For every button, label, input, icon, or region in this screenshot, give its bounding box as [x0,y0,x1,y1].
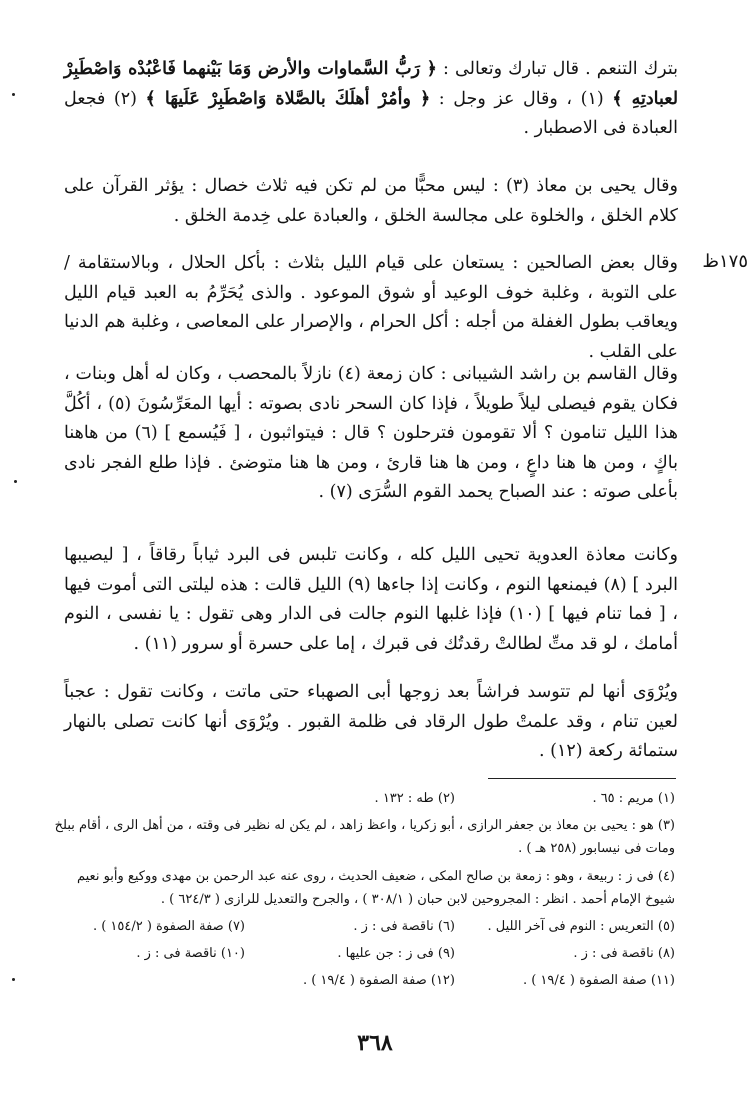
footnote-3b: ومات فى نيسابور (٢٥٨ هـ ) . [518,841,675,856]
page-number: ٣٦٨ [357,1030,393,1056]
footnote-12: (١٢) صفة الصفوة ( ١٩/٤ ) . [302,973,455,988]
footnote-7: (٧) صفة الصفوة ( ١٥٤/٢ ) . [92,919,245,934]
paragraph-4: وقال القاسم بن راشد الشيبانى : كان زمعة (٤) نازلاً بالمحصب ، وكان له أهل وبنات ، فكان يقوم فيصلى ليلاً طويلاً ، فإذا كان السحر نادى بصوته : أيها المعَرِّسُونَ (٥) ، أكُلَّ هذا الليل تنامون ؟ ألا تقومون فترحلون ؟ قال : فيتواثبون ، [ فَيُسمع ] (٦) من هاهنا باكٍ ، ومن ها هنا داعٍ ، ومن ها هنا قارئ ، ومن ها هنا متوضئ . فإذا طلع الفجر نادى بأعلى صوته : عند الصباح يحمد القوم السُّرَى (٧) . [64,364,678,503]
p1-text-b: (١) ، وقال عز وجل : [430,88,613,109]
footnote-separator [488,778,676,779]
p1-text-c: (٢) فجعل العبادة فى الاصطبار . [64,88,678,139]
scan-speck [12,978,15,981]
footnote-5: (٥) التعريس : النوم فى آخر الليل . [487,919,675,934]
footnote-4b: شيوخ الإمام أحمد . انظر : المجروحين لابن حبان ( ٣٠٨/١ ) ، والجرح والتعديل للرازى ( ٦٢٤/٣ ) . [160,892,675,907]
paragraph-2: وقال يحيى بن معاذ (٣) : ليس محبًّا من لم تكن فيه ثلاث خصال : يؤثر القرآن على كلام الخلق ، والخلوة على مجالسة الخلق ، والعبادة على خِدمة الخلق . [64,176,678,226]
footnote-4a: (٤) فى ز : ربيعة ، وهو : زمعة بن صالح المكى ، ضعيف الحديث ، روى عنه عبد الرحمن بن مهدى ووكيع وأبو نعيم [76,869,675,884]
footnote-9: (٩) فى ز : جن عليها . [337,946,455,961]
footnote-10: (١٠) ناقصة فى : ز . [136,946,245,961]
quran-verse-2: ﴿ وأمُرْ أهلَكَ بالصَّلاة وَاصْطَبِرْ عَلَيهَا ﴾ [145,88,431,109]
paragraph-1 [64,55,678,144]
scan-speck [12,93,15,96]
margin-folio-note: ١٧٥ظ [702,251,748,272]
footnote-1: (١) مريم : ٦٥ . [592,791,675,806]
scan-speck [14,480,17,483]
paragraph-3: وقال بعض الصالحين : يستعان على قيام الليل بثلاث : بأكل الحلال ، وبالاستقامة / على التوبة ، وغلبة خوف الوعيد أو شوق الموعود . والذى يُحَرِّمُ به العبد قيام الليل ويعاقب بطول الغفلة من أجله : أكل الحرام ، والإصرار على المعاصى ، وغلبة هم الدنيا على القلب . [64,253,678,362]
paragraph-6: ويُرْوَى أنها لم تتوسد فراشاً بعد زوجها أبى الصهباء حتى ماتت ، وكانت تقول : عجباً لعين تنام ، وقد علمتْ طول الرقاد فى ظلمة القبور . ويُرْوَى أنها كانت تصلى بالنهار ستمائة ركعة (١٢) . [64,682,678,762]
footnote-8: (٨) ناقصة فى : ز . [573,946,675,961]
quran-verse-1: ﴿ رَبُّ السَّماوات والأرض وَمَا بَيْنهما فَاعْبُدْه وَاصْطَبِرْ لعبادتِهِ ﴾ [64,59,679,109]
p1-text-a: بترك التنعم . قال تبارك وتعالى : [436,59,678,79]
footnote-11: (١١) صفة الصفوة ( ١٩/٤ ) . [522,973,675,988]
paragraph-5: وكانت معاذة العدوية تحيى الليل كله ، وكانت تلبس فى البرد ثياباً رقاقاً ، [ ليصيبها البرد ] (٨) فيمنعها النوم ، وكانت إذا جاءها (٩) الليل قالت : هذه ليلتى التى أموت فيها ، [ فما تنام فيها ] (١٠) فإذا غلبها النوم جالت فى الدار وهى تقول : يا نفسى ، النوم أمامك ، لو قد متِّ لطالتْ رقدتُك فى قبرك ، إما على حسرة أو سرور (١١) . [64,545,679,654]
footnote-3a: (٣) هو : يحيى بن معاذ بن جعفر الرازى ، أبو زكريا ، واعظ زاهد ، لم يكن له نظير فى وقته ، من أهل الرى ، أقام ببلخ [54,818,675,833]
footnote-2: (٢) طه : ١٣٢ . [374,791,455,806]
footnote-6: (٦) ناقصة فى : ز . [353,919,455,934]
